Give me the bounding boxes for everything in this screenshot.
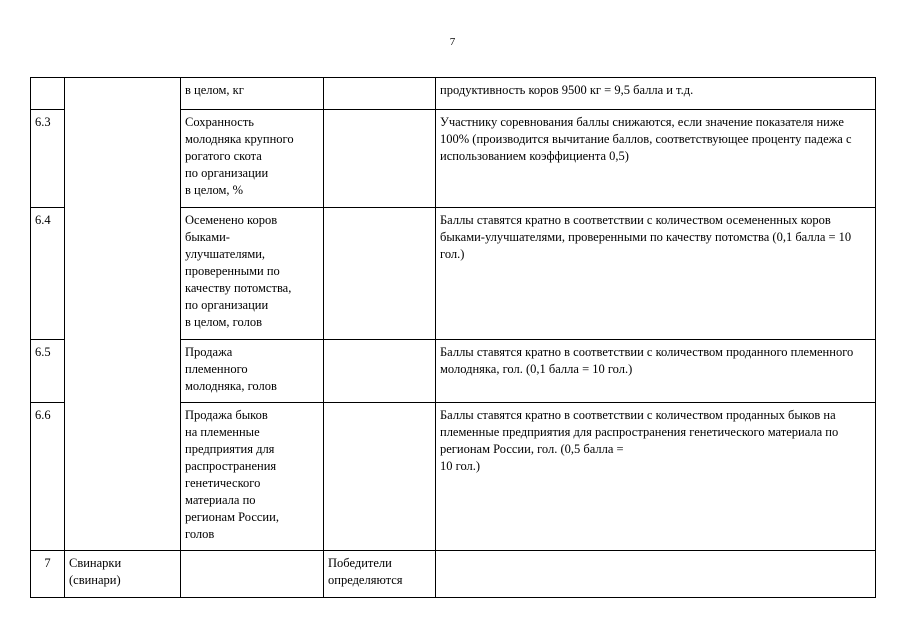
scoring-cell: Баллы ставятся кратно в соответствии с количеством осемененных коров быками-улучшателями, проверенными по качеству потомства (0,1 балла = 10 гол.) — [436, 208, 876, 340]
conditions-cell — [324, 78, 436, 110]
scoring-cell — [436, 551, 876, 598]
scoring-cell: Баллы ставятся кратно в соответствии с количеством проданного племенного молодняка, гол. (0,1 балла = 10 гол.) — [436, 340, 876, 403]
indicator-cell: Продажа племенного молодняка, голов — [181, 340, 324, 403]
table-row — [31, 551, 876, 598]
table-row — [31, 78, 876, 110]
row-number: 6.4 — [31, 208, 65, 340]
row-number: 6.5 — [31, 340, 65, 403]
row-number: 6.3 — [31, 110, 65, 208]
indicator-cell: Продажа быков на племенные предприятия для распространения генетического материала по регионам России, голов — [181, 403, 324, 551]
scoring-cell: продуктивность коров 9500 кг = 9,5 балла и т.д. — [436, 78, 876, 110]
page-number: 7 — [449, 36, 456, 48]
conditions-cell — [324, 208, 436, 340]
conditions-cell — [324, 110, 436, 208]
row-number: 6.6 — [31, 403, 65, 551]
indicator-cell: Сохранность молодняка крупного рогатого скота по организации в целом, % — [181, 110, 324, 208]
indicator-cell: Осеменено коров быками- улучшателями, проверенными по качеству потомства, по организации в целом, голов — [181, 208, 324, 340]
criteria-table — [30, 77, 876, 598]
indicator-cell — [181, 551, 324, 598]
category-cell: Свинарки (свинари) — [65, 551, 181, 598]
conditions-cell: Победители определяются — [324, 551, 436, 598]
scoring-cell: Баллы ставятся кратно в соответствии с количеством проданных быков на племенные предприятия для распространения генетического материала по регионам России, гол. (0,5 балла = 10 гол.) — [436, 403, 876, 551]
row-number — [31, 78, 65, 110]
category-cell — [65, 78, 181, 551]
row-number: 7 — [31, 551, 65, 598]
conditions-cell — [324, 403, 436, 551]
scoring-cell: Участнику соревнования баллы снижаются, если значение показателя ниже 100% (производится вычитание баллов, соответствующее проценту падежа с использованием коэффициента 0,5) — [436, 110, 876, 208]
indicator-cell: в целом, кг — [181, 78, 324, 110]
conditions-cell — [324, 340, 436, 403]
